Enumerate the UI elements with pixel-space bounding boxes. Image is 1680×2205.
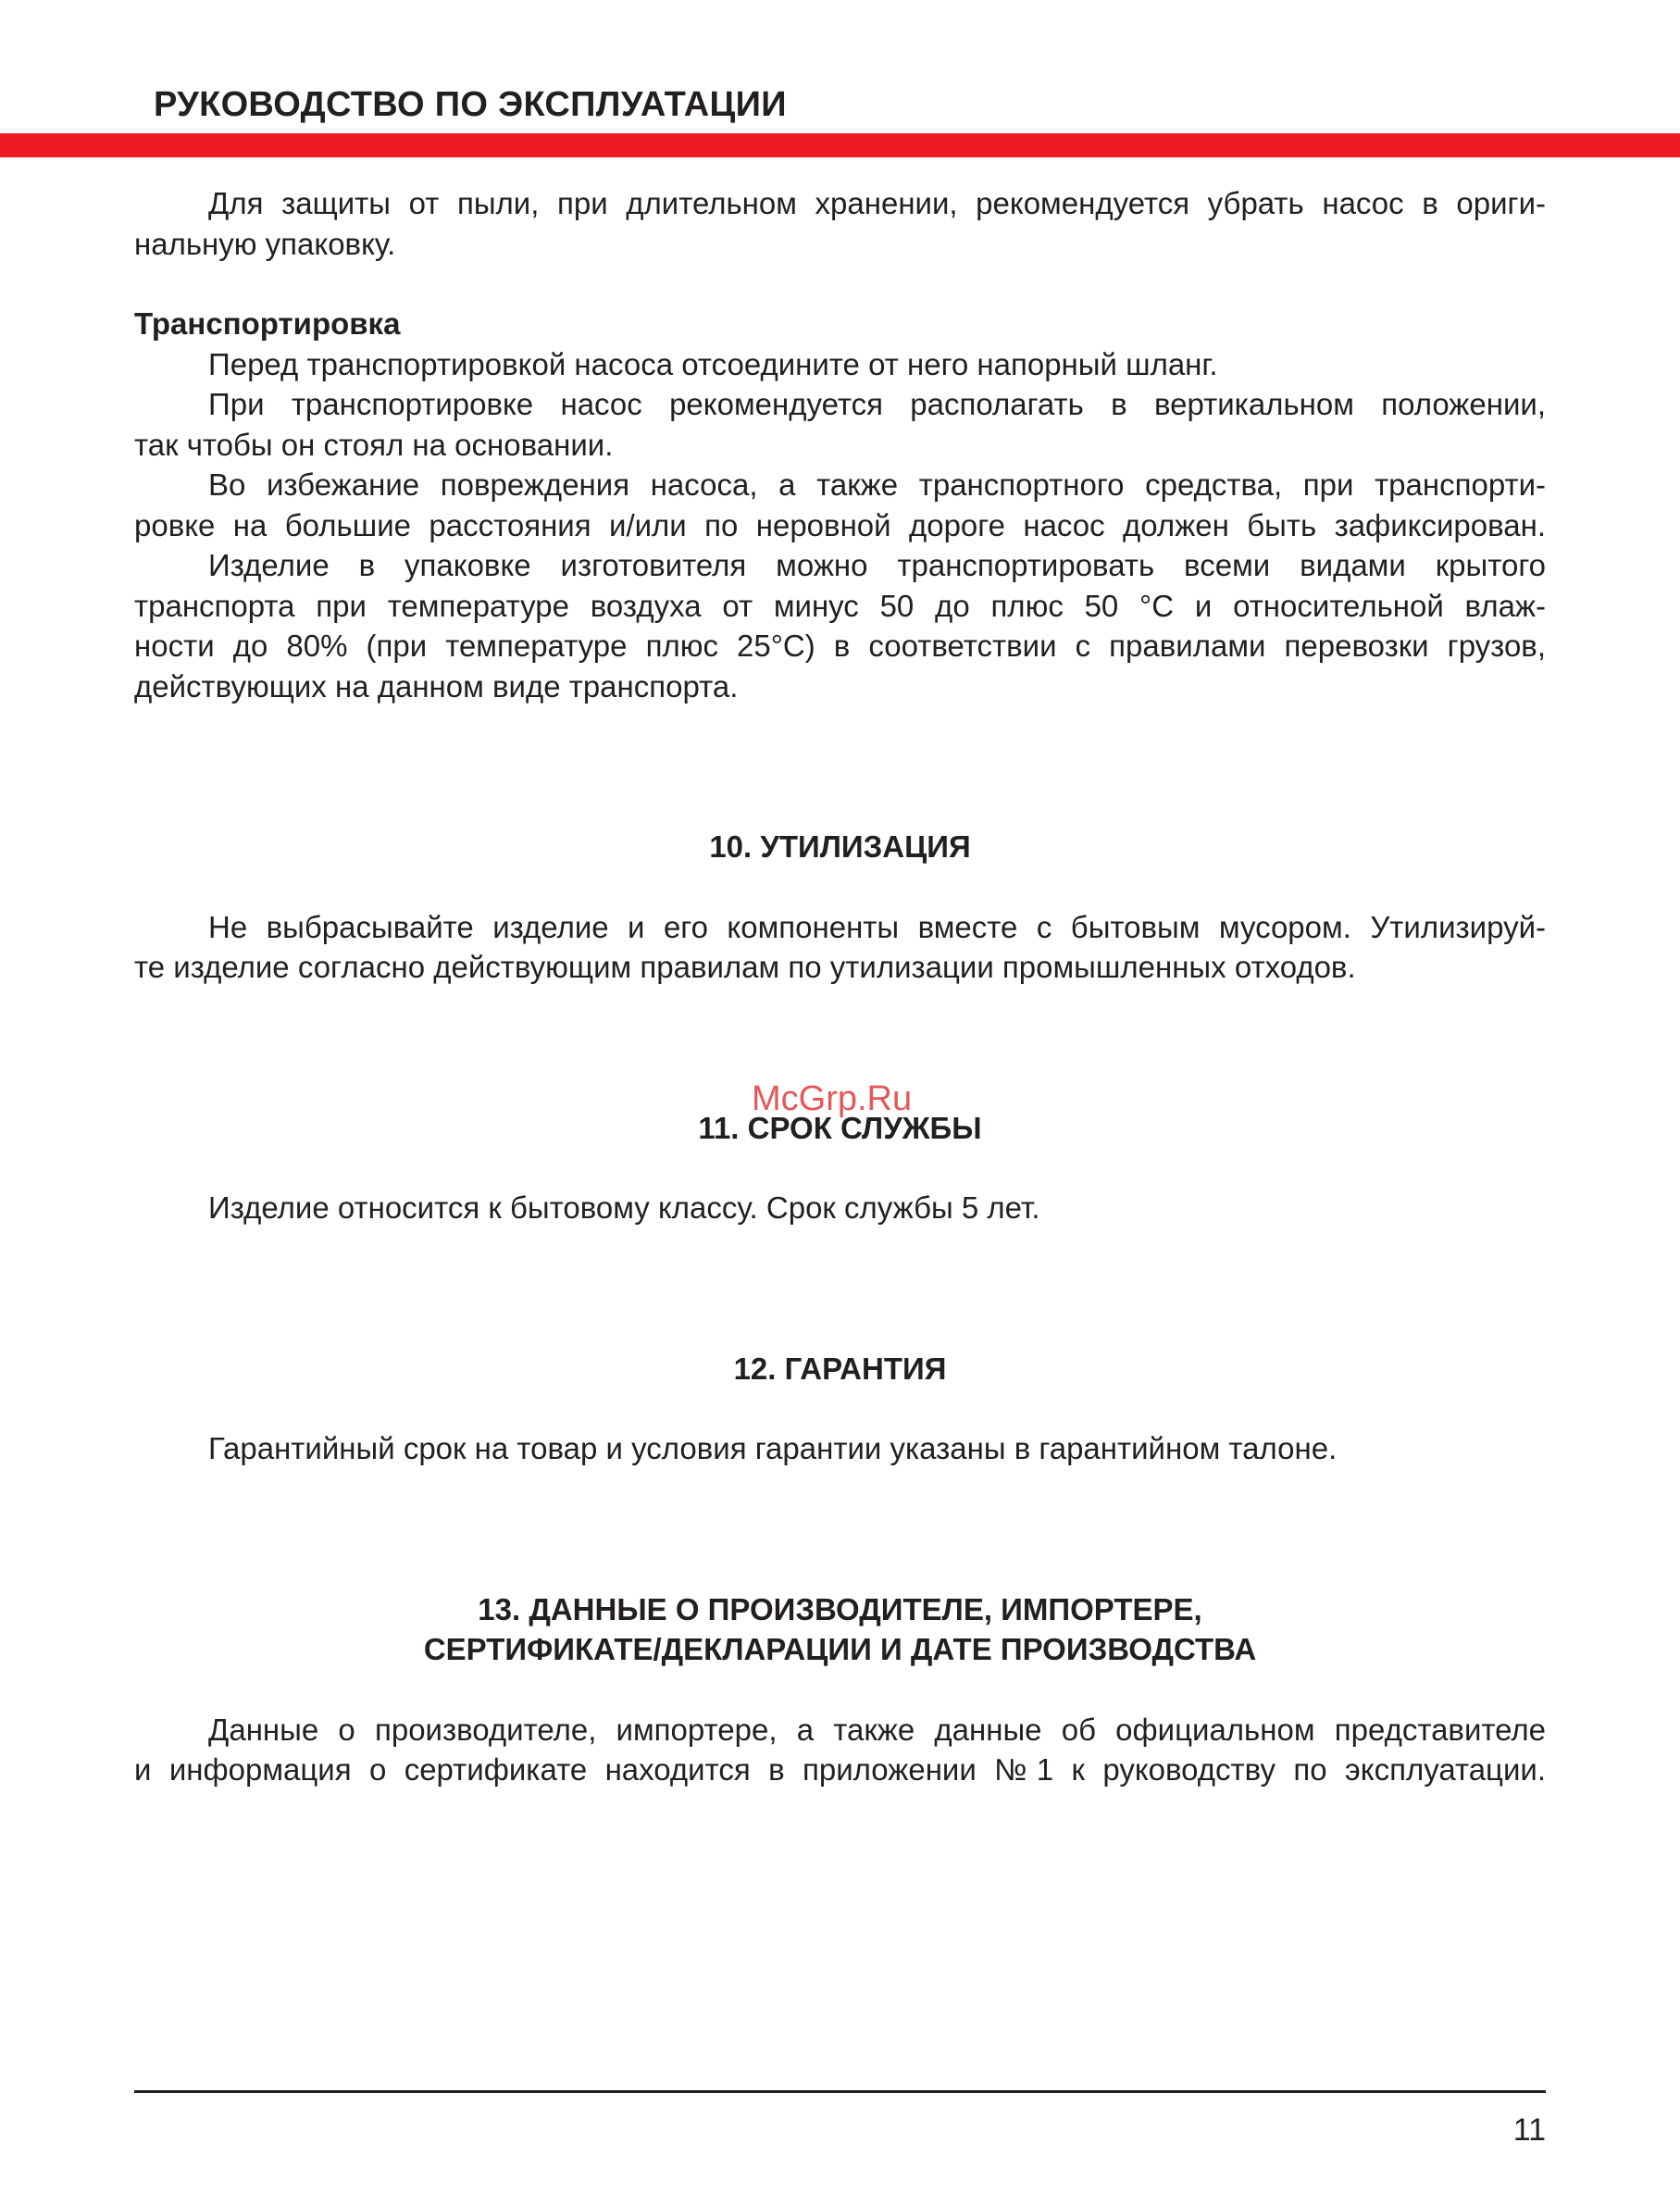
section-13-heading-line-1: 13. ДАННЫЕ О ПРОИЗВОДИТЕЛЕ, ИМПОРТЕРЕ, bbox=[478, 1591, 1202, 1626]
section-10-paragraph bbox=[134, 907, 1546, 988]
section-10-line-1: Не выбрасывайте изделие и его компоненты вместе с бытовым мусором. Утилизируй- bbox=[208, 909, 1546, 944]
transport-p4-line-2: транспорта при температуре воздуха от минус 50 до плюс 50 °С и относительной влаж- bbox=[134, 588, 1546, 623]
section-13-heading-line-2: СЕРТИФИКАТЕ/ДЕКЛАРАЦИИ И ДАТЕ ПРОИЗВОДСТВА bbox=[423, 1632, 1257, 1666]
section-11-paragraph bbox=[134, 1188, 1546, 1228]
transport-paragraph-4 bbox=[134, 545, 1546, 706]
section-12-line-1: Гарантийный срок на товар и условия гарантии указаны в гарантийном талоне. bbox=[208, 1431, 1338, 1465]
section-12-paragraph bbox=[134, 1428, 1546, 1469]
transport-p4-line-4: действующих на данном виде транспорта. bbox=[134, 668, 739, 704]
transport-paragraph-1 bbox=[134, 344, 1546, 385]
transport-p4-line-3: ности до 80% (при температуре плюс 25°С) в соответствии с правилами перевозки грузов, bbox=[134, 629, 1546, 663]
transport-paragraph-3 bbox=[134, 465, 1546, 545]
transport-p2-line-2: так чтобы он стоял на основании. bbox=[134, 427, 614, 462]
storage-line-2: нальную упаковку. bbox=[134, 226, 396, 261]
section-11-heading: 11. СРОК СЛУЖБЫ bbox=[698, 1110, 982, 1145]
transport-p2-line-1: При транспортировке насос рекомендуется располагать в вертикальном положении, bbox=[208, 387, 1546, 421]
section-12-heading: 12. ГАРАНТИЯ bbox=[733, 1351, 947, 1386]
section-10-line-2: те изделие согласно действующим правилам по утилизации промышленных отходов. bbox=[134, 950, 1356, 984]
transport-heading: Транспортировка bbox=[134, 306, 401, 341]
header-red-bar bbox=[0, 133, 1680, 157]
section-10-heading: 10. УТИЛИЗАЦИЯ bbox=[709, 829, 971, 864]
transport-p4-line-1: Изделие в упаковке изготовителя можно транспортировать всеми видами крытого bbox=[208, 548, 1546, 582]
section-11-line-1: Изделие относится к бытовому классу. Срок службы 5 лет. bbox=[208, 1190, 1040, 1225]
section-13-paragraph bbox=[134, 1710, 1546, 1790]
transport-p3-line-1: Во избежание повреждения насоса, а также транспортного средства, при транспорти- bbox=[208, 467, 1546, 502]
storage-line-1: Для защиты от пыли, при длительном хранении, рекомендуется убрать насос в ориги- bbox=[208, 186, 1546, 220]
transport-p3-line-2: ровке на большие расстояния и/или по неровной дороге насос должен быть зафиксирован. bbox=[134, 507, 1546, 542]
section-13-line-1: Данные о производителе, импортере, а также данные об официальном представителе bbox=[208, 1712, 1546, 1747]
document-body bbox=[134, 183, 1546, 1790]
page-header-title: РУКОВОДСТВО ПО ЭКСПЛУАТАЦИИ bbox=[154, 85, 787, 124]
transport-paragraph-2 bbox=[134, 384, 1546, 465]
page-number: 11 bbox=[1512, 2112, 1546, 2148]
watermark: McGrp.Ru bbox=[752, 1079, 913, 1118]
storage-paragraph bbox=[134, 183, 1546, 264]
footer-rule bbox=[134, 2090, 1546, 2093]
section-13-line-2: и информация о сертификате находится в приложении №1 к руководству по эксплуатации. bbox=[134, 1752, 1546, 1787]
transport-p1-line-1: Перед транспортировкой насоса отсоедините от него напорный шланг. bbox=[208, 346, 1218, 381]
